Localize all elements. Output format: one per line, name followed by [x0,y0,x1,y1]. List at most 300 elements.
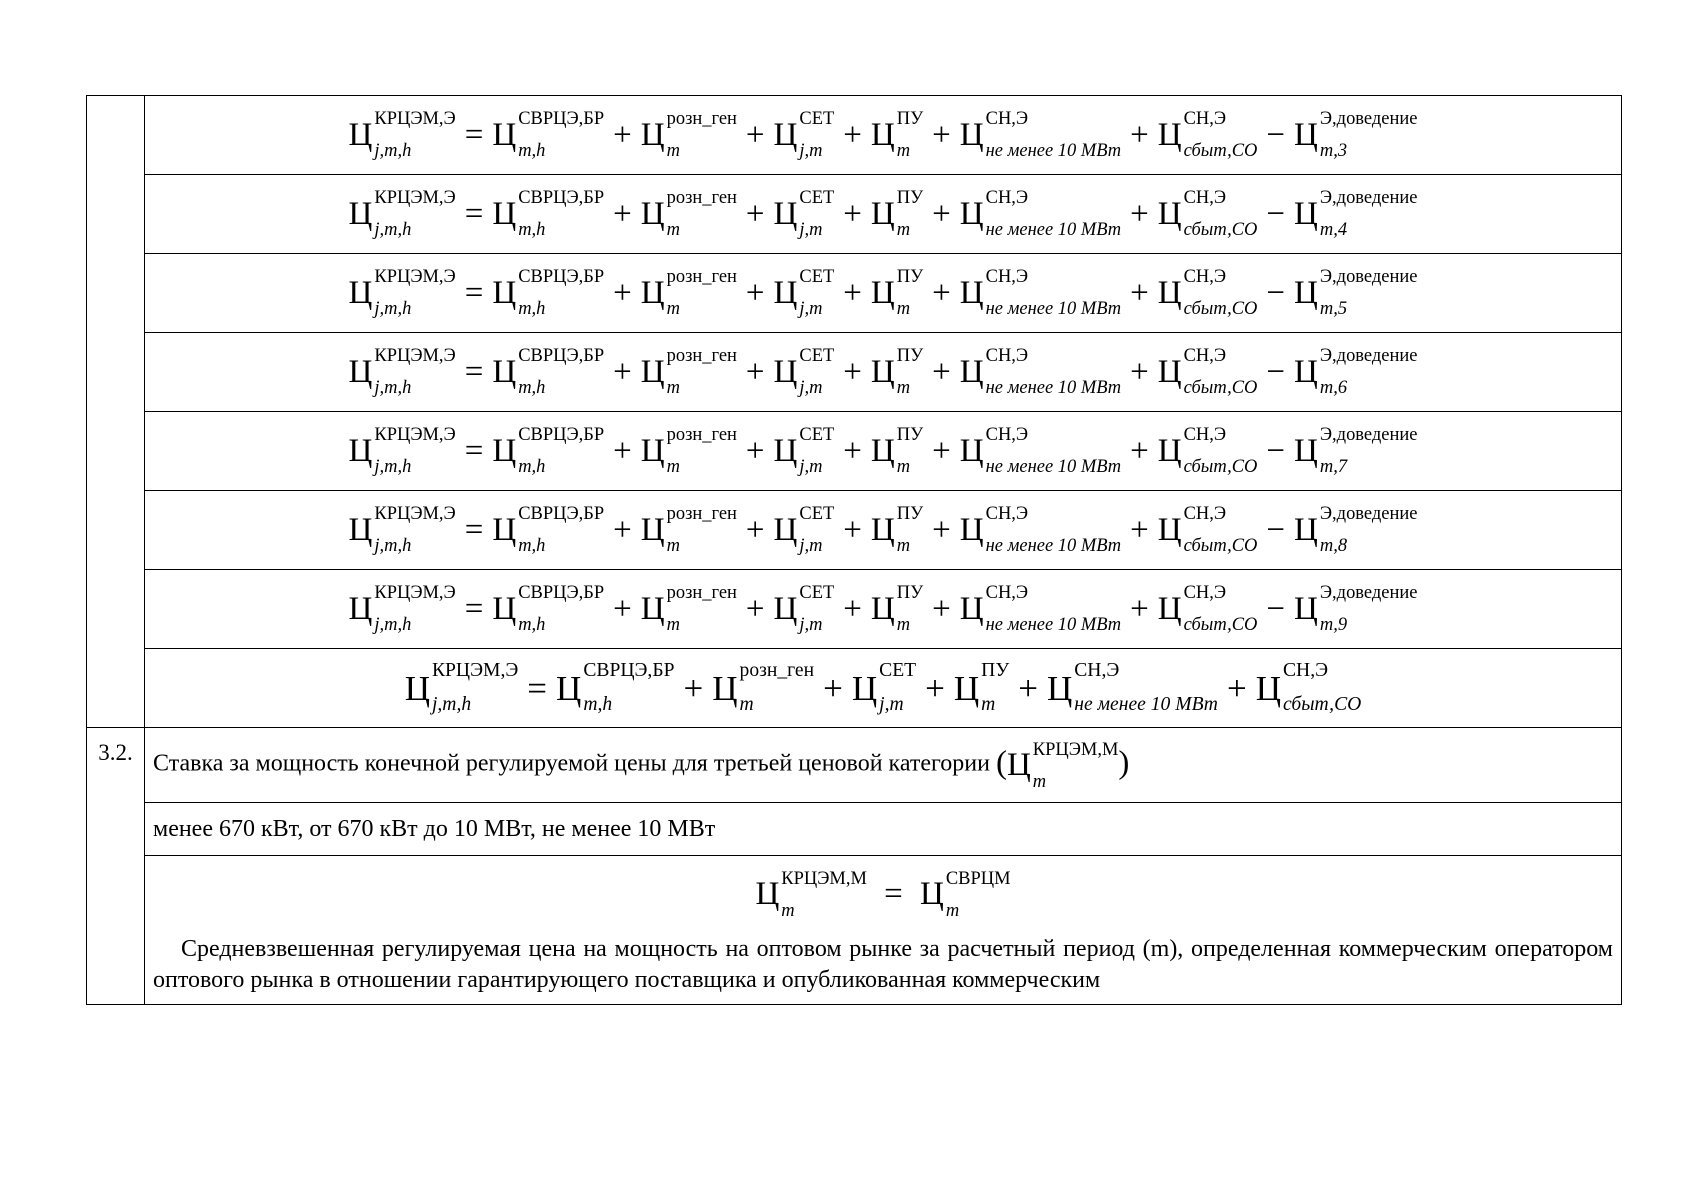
symbol-sub: j,m,h [374,614,412,635]
symbol-base: Ц [348,590,373,627]
formula-term [959,187,1122,240]
symbol-base: Ц [870,432,895,469]
symbol-sup: СВРЦЭ,БР [518,424,605,445]
symbol-sub: j,m,h [374,456,412,477]
symbol-sup: ПУ [896,266,924,287]
symbol-base: Ц [870,195,895,232]
price-formula [348,266,1418,319]
symbol-sup: КРЦЭМ,Э [374,345,456,366]
empty-number-cell [87,96,145,728]
price-formula [348,187,1418,240]
symbol-sup: СН,Э [1183,424,1227,445]
symbol-sub: сбыт,СО [1183,614,1258,635]
plus-sign: + [613,353,632,390]
plus-sign: + [1130,353,1149,390]
symbol-sup: СВРЦЭ,БР [518,345,605,366]
plus-sign: + [843,353,862,390]
symbol-base: Ц [348,511,373,548]
symbol-sub: m,5 [1319,298,1348,319]
symbol-base: Ц [959,432,984,469]
formula-term [1046,659,1218,716]
formula-lhs [348,187,456,240]
symbol-sub: j,m [799,614,823,635]
symbol-base: Ц [492,195,517,232]
symbol-sub: сбыт,СО [1183,377,1258,398]
symbol-base: Ц [348,195,373,232]
formula-row [87,491,1622,570]
formula-term [640,108,737,161]
plus-sign: + [613,274,632,311]
symbol-sub: m [896,614,911,635]
formula-term [959,582,1122,635]
symbol-sup: СН,Э [1183,266,1227,287]
symbol-base: Ц [953,668,980,708]
symbol-sup: КРЦЭМ,Э [431,659,519,681]
formula-term [640,424,737,477]
minus-sign: − [1266,195,1286,232]
symbol-sup: КРЦЭМ,Э [374,266,456,287]
symbol-sub: m [896,298,911,319]
symbol-base: Ц [920,875,944,912]
formula-row [87,254,1622,333]
symbol-sub: m [666,377,680,398]
plus-sign: + [1018,668,1038,708]
symbol-sub: сбыт,СО [1183,219,1258,240]
symbol-base: Ц [1157,353,1182,390]
equals-sign: = [464,116,484,153]
symbol-sub: m [981,694,996,716]
price-formula [348,345,1418,398]
symbol-base: Ц [959,274,984,311]
symbol-sup: СВРЦЭ,БР [518,108,605,129]
formula-lhs [348,108,456,161]
formula-term [959,266,1122,319]
symbol-base: Ц [712,668,738,708]
symbol-sup: СЕТ [799,187,835,208]
formula-adjustment-term [1294,266,1418,319]
formula-term [870,266,924,319]
symbol-sub: m [896,219,911,240]
formula-cell [145,570,1622,649]
plus-sign: + [1130,432,1149,469]
plus-sign: + [843,195,862,232]
symbol-sub: j,m,h [374,219,412,240]
symbol-sup: СЕТ [799,266,835,287]
symbol-sup: Э,доведение [1319,503,1418,524]
symbol-sup: СЕТ [799,108,835,129]
equals-sign: = [464,432,484,469]
plus-sign: + [745,274,765,311]
symbol-sup: СВРЦЭ,БР [518,582,605,603]
symbol-sub: m [945,899,960,920]
formula-row [87,175,1622,254]
symbol-base: Ц [1294,353,1318,390]
symbol-sup: СВРЦМ [945,867,1011,888]
plus-sign: + [613,432,632,469]
formula-term [959,424,1122,477]
formula-term [712,659,815,716]
symbol-sub: m [666,614,680,635]
plus-sign: + [932,511,951,548]
equals-sign: = [464,353,484,390]
symbol-base: Ц [1294,116,1318,153]
symbol-base: Ц [348,353,373,390]
formula-term [1157,266,1258,319]
symbol-base: Ц [959,195,984,232]
symbol-sub: сбыт,СО [1183,535,1258,556]
formula-term [640,187,737,240]
symbol-sup: ПУ [896,582,924,603]
plus-sign: + [932,195,951,232]
symbol-sup: розн_ген [666,582,737,603]
symbol-sup: розн_ген [666,345,737,366]
formula-term [492,266,605,319]
symbol-base: Ц [492,432,517,469]
symbol-base: Ц [1157,195,1182,232]
formula-row [87,649,1622,728]
formula-term [1157,582,1258,635]
symbol-sub: m,7 [1319,456,1348,477]
capacity-description-text: Средневзвешенная регулируемая цена на мощность на оптовом рынке за расчетный период (m), определенная коммерческим оператором оптового рынка в отношении гарантирующего поставщика и опубликованная коммерческим [153,935,1613,994]
symbol-base: Ц [1294,195,1318,232]
symbol-sub: m,h [518,614,546,635]
symbol-base: Ц [1294,432,1318,469]
formula-term [773,424,835,477]
symbol-sup: КРЦЭМ,Э [374,424,456,445]
formula-cell [145,649,1622,728]
symbol-sup: Э,доведение [1319,424,1418,445]
symbol-sup: Э,доведение [1319,266,1418,287]
symbol-base: Ц [773,195,798,232]
symbol-sup: КРЦЭМ,Э [374,503,456,524]
symbol-sup: розн_ген [666,187,737,208]
plus-sign: + [745,195,765,232]
minus-sign: − [1266,116,1286,153]
plus-sign: + [1130,195,1149,232]
symbol-sub: m [896,535,911,556]
symbol-sup: СН,Э [1183,108,1227,129]
formula-term [1157,345,1258,398]
symbol-sup: СВРЦЭ,БР [583,659,675,681]
symbol-sub: j,m [799,140,823,161]
symbol-base: Ц [755,875,780,912]
formula-term [492,503,605,556]
section-number: 3.2. [87,728,145,1005]
symbol-sub: j,m [799,535,823,556]
formula-rows [87,96,1622,728]
formula-cell [145,491,1622,570]
symbol-sup: розн_ген [739,659,815,681]
formula-cell [145,175,1622,254]
minus-sign: − [1266,511,1286,548]
symbol-base: Ц [1157,511,1182,548]
symbol-base: Ц [404,668,430,708]
formula-row [87,570,1622,649]
plus-sign: + [613,590,632,627]
symbol-sup: розн_ген [666,503,737,524]
plus-sign: + [843,432,862,469]
capacity-formula-lhs [755,867,867,920]
plus-sign: + [745,432,765,469]
symbol-sup: СЕТ [799,345,835,366]
symbol-sup: КРЦЭМ,М [1032,738,1119,759]
plus-sign: + [823,668,843,708]
symbol-sup: СЕТ [799,424,835,445]
symbol-sup: СЕТ [799,582,835,603]
equals-sign: = [464,274,484,311]
formula-adjustment-term [1294,108,1418,161]
formula-term [1157,108,1258,161]
minus-sign: − [1266,353,1286,390]
formula-term [556,659,675,716]
symbol-sub: j,m,h [374,140,412,161]
symbol-sup: КРЦЭМ,Э [374,108,456,129]
formula-term [773,108,835,161]
capacity-rate-price-symbol [1006,738,1119,791]
plus-sign: + [745,511,765,548]
symbol-sub: сбыт,СО [1183,456,1258,477]
symbol-sup: КРЦЭМ,Э [374,582,456,603]
symbol-sub: m,h [518,456,546,477]
symbol-sub: j,m [799,456,823,477]
formula-cell [145,96,1622,175]
symbol-base: Ц [492,116,517,153]
formula-term [492,424,605,477]
symbol-base: Ц [492,353,517,390]
symbol-sub: m,8 [1319,535,1348,556]
formula-term [773,266,835,319]
symbol-sub: не менее 10 МВт [985,614,1122,635]
symbol-base: Ц [959,116,984,153]
formula-lhs [348,424,456,477]
symbol-sub: m,3 [1319,140,1348,161]
symbol-base: Ц [870,590,895,627]
symbol-base: Ц [1157,116,1182,153]
symbol-base: Ц [870,116,895,153]
symbol-sub: j,m,h [431,694,472,716]
symbol-base: Ц [773,274,798,311]
symbol-sub: сбыт,СО [1183,298,1258,319]
symbol-base: Ц [959,511,984,548]
symbol-sup: СН,Э [1183,582,1227,603]
symbol-sub: m [896,377,911,398]
capacity-rate-title: Ставка за мощность конечной регулируемой цены для третьей ценовой категории [153,750,990,777]
symbol-sup: розн_ген [666,108,737,129]
plus-sign: + [932,590,951,627]
symbol-base: Ц [851,668,878,708]
formula-term [492,345,605,398]
symbol-base: Ц [1294,274,1318,311]
formula-adjustment-term [1294,345,1418,398]
symbol-sub: m,h [518,140,546,161]
formula-adjustment-term [1294,424,1418,477]
symbol-base: Ц [1046,668,1073,708]
symbol-base: Ц [640,195,665,232]
symbol-base: Ц [640,432,665,469]
symbol-sup: СН,Э [985,582,1029,603]
symbol-sup: Э,доведение [1319,582,1418,603]
formula-term [870,187,924,240]
symbol-sub: m [896,456,911,477]
formula-term [1255,659,1362,716]
formula-term [1157,424,1258,477]
formula-lhs [348,266,456,319]
plus-sign: + [613,116,632,153]
symbol-base: Ц [1157,432,1182,469]
symbol-sub: m [666,298,680,319]
symbol-base: Ц [640,511,665,548]
plus-sign: + [843,511,862,548]
formula-term [959,503,1122,556]
price-formula [348,582,1418,635]
symbol-base: Ц [492,511,517,548]
symbol-sub: j,m [799,298,823,319]
symbol-sup: ПУ [896,345,924,366]
symbol-sub: m [666,535,680,556]
formula-term [773,187,835,240]
symbol-sup: СН,Э [985,266,1029,287]
plus-sign: + [683,668,704,708]
symbol-sub: не менее 10 МВт [985,535,1122,556]
symbol-sub: m [666,140,680,161]
plus-sign: + [745,590,765,627]
capacity-categories-row [87,803,1622,856]
symbol-sup: Э,доведение [1319,108,1418,129]
formula-term [640,345,737,398]
plus-sign: + [932,432,951,469]
symbol-sup: СН,Э [985,187,1029,208]
symbol-sup: СВРЦЭ,БР [518,187,605,208]
symbol-sub: j,m [799,377,823,398]
symbol-sub: не менее 10 МВт [985,140,1122,161]
symbol-sub: не менее 10 МВт [985,377,1122,398]
symbol-sup: СЕТ [879,659,917,681]
symbol-sup: ПУ [896,503,924,524]
formula-adjustment-term [1294,582,1418,635]
symbol-sub: не менее 10 МВт [985,456,1122,477]
price-formula [348,424,1418,477]
symbol-sub: m,h [518,377,546,398]
symbol-sup: ПУ [896,108,924,129]
formula-term [870,503,924,556]
capacity-formula-rhs [920,867,1011,920]
symbol-sup: СН,Э [1282,659,1329,681]
symbol-sub: m,6 [1319,377,1348,398]
price-formula [348,108,1418,161]
capacity-description-cell [145,856,1622,1005]
symbol-sub: m,h [583,694,613,716]
formula-lhs [348,503,456,556]
plus-sign: + [613,511,632,548]
symbol-sup: ПУ [896,424,924,445]
symbol-base: Ц [348,116,373,153]
formula-term [1157,187,1258,240]
symbol-sub: не менее 10 МВт [985,298,1122,319]
symbol-sup: СН,Э [985,424,1029,445]
symbol-base: Ц [870,353,895,390]
capacity-rate-title-row [87,728,1622,803]
symbol-sup: СН,Э [1183,345,1227,366]
formula-term [870,582,924,635]
symbol-base: Ц [773,353,798,390]
plus-sign: + [1130,116,1149,153]
symbol-sub: m,9 [1319,614,1348,635]
symbol-sub: не менее 10 МВт [1074,694,1218,716]
symbol-base: Ц [1255,668,1281,708]
symbol-sub: m,4 [1319,219,1348,240]
plus-sign: + [745,116,765,153]
symbol-sup: СН,Э [985,503,1029,524]
symbol-sup: Э,доведение [1319,187,1418,208]
symbol-base: Ц [348,274,373,311]
plus-sign: + [932,353,951,390]
symbol-sub: сбыт,СО [1183,140,1258,161]
symbol-sup: Э,доведение [1319,345,1418,366]
symbol-sub: j,m,h [374,377,412,398]
formula-term [870,345,924,398]
plus-sign: + [613,195,632,232]
symbol-base: Ц [348,432,373,469]
symbol-sub: m,h [518,535,546,556]
formula-term [773,345,835,398]
symbol-base: Ц [640,274,665,311]
symbol-base: Ц [640,353,665,390]
formula-term [959,108,1122,161]
formula-term [1157,503,1258,556]
formula-term [492,582,605,635]
symbol-sub: не менее 10 МВт [985,219,1122,240]
equals-sign: = [464,195,484,232]
symbol-base: Ц [640,116,665,153]
symbol-sub: сбыт,СО [1282,694,1362,716]
capacity-description-row [87,856,1622,1005]
symbol-sub: m [666,456,680,477]
close-paren: ) [1118,745,1130,782]
symbol-sup: СН,Э [985,108,1029,129]
symbol-sup: КРЦЭМ,М [781,867,867,888]
formula-term [870,424,924,477]
formula-cell [145,333,1622,412]
plus-sign: + [1130,274,1149,311]
price-formula [348,503,1418,556]
equals-sign: = [464,590,484,627]
symbol-sup: ПУ [896,187,924,208]
symbol-base: Ц [773,511,798,548]
symbol-sup: СВРЦЭ,БР [518,266,605,287]
symbol-base: Ц [492,590,517,627]
capacity-formula [153,867,1613,920]
plus-sign: + [932,116,951,153]
plus-sign: + [1130,511,1149,548]
capacity-rate-symbol [995,738,1130,791]
minus-sign: − [1266,274,1286,311]
capacity-rate-title-cell [145,728,1622,803]
formula-row [87,96,1622,175]
symbol-base: Ц [870,511,895,548]
plus-sign: + [1226,668,1247,708]
formula-row [87,333,1622,412]
formula-term [640,582,737,635]
symbol-base: Ц [1006,747,1031,783]
symbol-sup: ПУ [981,659,1010,681]
equals-sign: = [464,511,484,548]
formula-cell [145,412,1622,491]
formula-term [492,108,605,161]
symbol-sub: m [666,219,680,240]
formula-cell [145,254,1622,333]
price-formula [404,659,1362,716]
capacity-categories: менее 670 кВт, от 670 кВт до 10 МВт, не менее 10 МВт [145,803,1622,856]
